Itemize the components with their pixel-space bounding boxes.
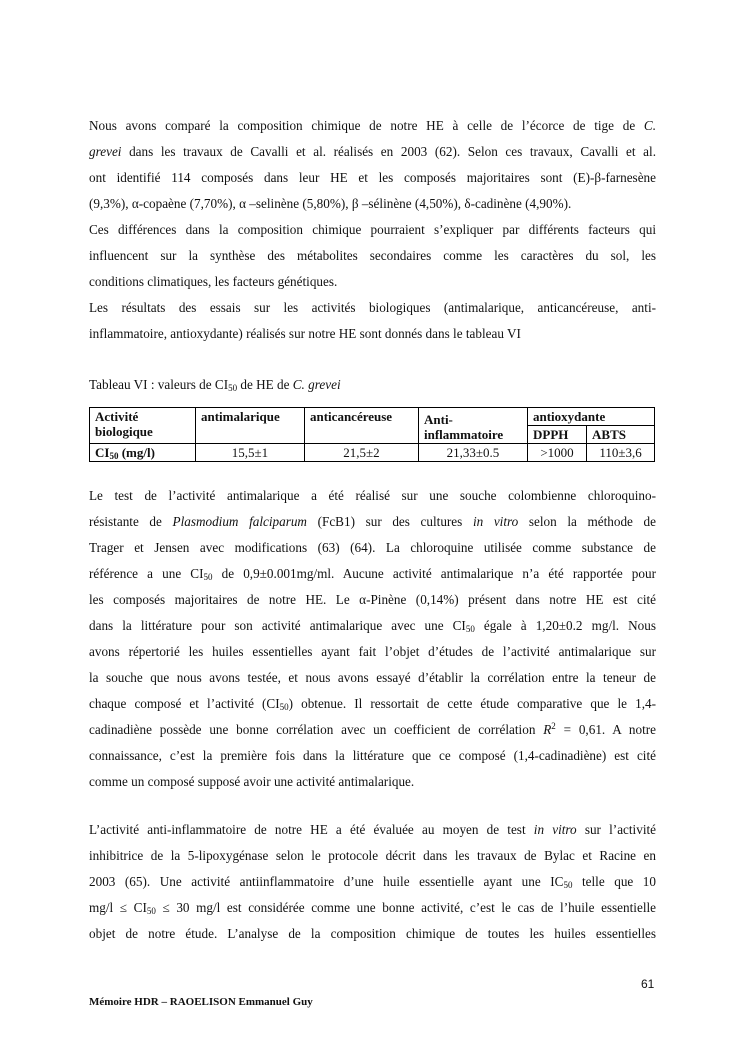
paragraph-anti-inflammatory [89,817,656,947]
text-line: 2003 (65). Une activité antiinflammatoire d’une huile essentielle ayant une $IC_{50}$ telle que 10 [89,874,656,890]
text-line: objet de notre étude. L’analyse de la composition chimique de toutes les huiles essentielles [89,926,656,941]
text-line: avons répertorié les huiles essentielles ayant fait l’objet d’études de l’activité antimalarique sur [89,644,656,659]
table-row [90,444,655,462]
paragraph-comparison [89,113,656,217]
header-abts: ABTS [587,426,655,444]
header-antioxydante: antioxydante [528,408,655,426]
paragraph-antimalarial [89,483,656,795]
text-line: grevei dans les travaux de Cavalli et al. réalisés en 2003 (62). Selon ces travaux, Cavalli et al. [89,144,656,159]
page-footer: Mémoire HDR – RAOELISON Emmanuel Guy [89,996,313,1008]
text-line: influencent sur la synthèse des métabolites secondaires comme les caractères du sol, les [89,248,656,263]
cell-antimalarique: 15,5±1 [196,444,305,462]
text-line: cadinadiène possède une bonne corrélation avec un coefficient de corrélation $R^2 = 0,61$. A notre [89,721,656,737]
text-line: Trager et Jensen avec modifications (63) (64). La chloroquine utilisée comme substance de [89,540,656,555]
header-anticancereuse: anticancéreuse [305,408,419,444]
text-line: $mg/l \le CI_{50} \le 30$ mg/l est considérée comme une bonne activité, c’est le cas de l’huile essentielle [89,900,656,916]
text-line: inhibitrice de la 5-lipoxygénase selon le protocole décrit dans les travaux de Bylac et Racine en [89,848,656,863]
page-number: 61 [641,977,655,991]
row-label: $CI_{50}$ (mg/l) [90,444,196,462]
header-antimalarique: antimalarique [196,408,305,444]
text-line: les composés majoritaires de notre HE. Le α-Pinène (0,14%) présent dans notre HE est cité [89,592,656,607]
table-caption: Tableau VI : valeurs de $CI_{50}$ de HE de C. grevei [89,377,341,393]
text-line: L’activité anti-inflammatoire de notre HE a été évaluée au moyen de test in vitro sur l’activité [89,822,656,837]
header-anti-inflammatoire: Anti- inflammatoire [419,408,528,444]
cell-anticancereuse: 21,5±2 [305,444,419,462]
header-dpph: DPPH [528,426,587,444]
text-line: chaque composé et l’activité $(CI_{50})$ obtenue. Il ressortait de cette étude comparative que le 1,4- [89,696,656,712]
text-line: (9,3%), α-copaène (7,70%), α –selinène (5,80%), β –sélinène (4,50%), δ-cadinène (4,90%). [89,196,572,211]
text-line: conditions climatiques, les facteurs génétiques. [89,274,338,289]
text-line: résistante de Plasmodium falciparum (FcB1) sur des cultures in vitro selon la méthode de [89,514,656,529]
text-line: connaissance, c’est la première fois dans la littérature que ce composé (1,4-cadinadiène) est cité [89,748,656,763]
paragraph-differences [89,217,656,295]
text-line: dans la littérature pour son activité antimalarique avec une $CI_{50}$ égale à 1,20±0.2 mg/l. Nous [89,618,656,634]
text-line: inflammatoire, antioxydante) réalisés sur notre HE sont donnés dans le tableau VI [89,326,521,341]
cell-abts: 110±3,6 [587,444,655,462]
cell-anti-inflammatoire: 21,33±0.5 [419,444,528,462]
paragraph-results-intro [89,295,656,347]
text-line: Nous avons comparé la composition chimique de notre HE à celle de l’écorce de tige de C. [89,118,656,133]
text-line: comme un composé supposé avoir une activité antimalarique. [89,774,415,789]
text-line: Le test de l’activité antimalarique a été réalisé sur une souche colombienne chloroquino- [89,488,656,503]
text-line: Ces différences dans la composition chimique pourraient s’expliquer par différents facteurs qui [89,222,656,237]
text-line: Les résultats des essais sur les activités biologiques (antimalarique, anticancéreuse, anti- [89,300,656,315]
text-line: la souche que nous avons testée, et nous avons essayé d’établir la corrélation entre la teneur de [89,670,656,685]
cell-dpph: >1000 [528,444,587,462]
header-activite: Activité biologique [90,408,196,444]
table-header-row [90,408,655,426]
ic50-table [89,407,655,462]
text-line: ont identifié 114 composés dans leur HE et les composés majoritaires sont (E)-β-farnesène [89,170,656,185]
text-line: référence a une $CI_{50}$ de 0,9±0.001mg/ml. Aucune activité antimalarique n’a été rapportée pour [89,566,656,582]
